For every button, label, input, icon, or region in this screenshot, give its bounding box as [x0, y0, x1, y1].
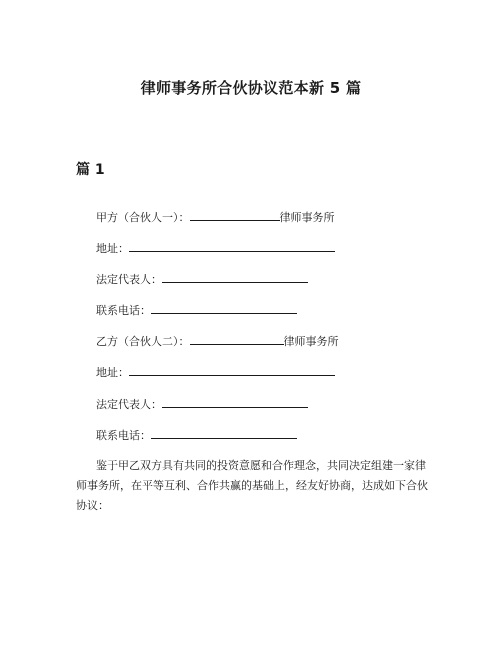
party-a-name-blank — [190, 209, 280, 221]
party-a-address-label: 地址： — [96, 242, 129, 255]
party-a-line — [96, 209, 335, 225]
party-a-label: 甲方（合伙人一）： — [96, 211, 190, 224]
party-a-rep-label: 法定代表人： — [96, 273, 162, 286]
party-b-address-blank — [129, 364, 335, 376]
party-b-phone-line — [96, 427, 297, 443]
party-b-rep-line — [96, 396, 308, 412]
section-heading: 篇 1 — [76, 162, 105, 178]
party-a-phone-blank — [151, 302, 297, 314]
party-b-phone-blank — [151, 427, 297, 439]
party-b-address-line — [96, 364, 335, 380]
party-b-name-blank — [190, 333, 284, 345]
party-b-rep-blank — [162, 396, 308, 408]
party-a-phone-label: 联系电话： — [96, 304, 151, 317]
party-b-suffix: 律师事务所 — [283, 335, 339, 348]
party-b-label: 乙方（合伙人二）： — [96, 335, 190, 348]
party-a-suffix: 律师事务所 — [279, 211, 335, 224]
party-b-rep-label: 法定代表人： — [96, 398, 162, 411]
party-a-rep-blank — [162, 271, 308, 283]
party-b-phone-label: 联系电话： — [96, 429, 151, 442]
party-a-address-line — [96, 240, 335, 256]
party-b-line — [96, 333, 339, 349]
party-b-address-label: 地址： — [96, 366, 129, 379]
party-a-rep-line — [96, 271, 308, 287]
party-a-phone-line — [96, 302, 297, 318]
intro-paragraph: 鉴于甲乙双方具有共同的投资意愿和合作理念，共同决定组建一家律师事务所，在平等互利、合作共赢的基础上，经友好协商，达成如下合伙协议： — [76, 459, 428, 512]
party-a-address-blank — [129, 240, 335, 252]
document-title: 律师事务所合伙协议范本新 5 篇 — [140, 79, 362, 97]
